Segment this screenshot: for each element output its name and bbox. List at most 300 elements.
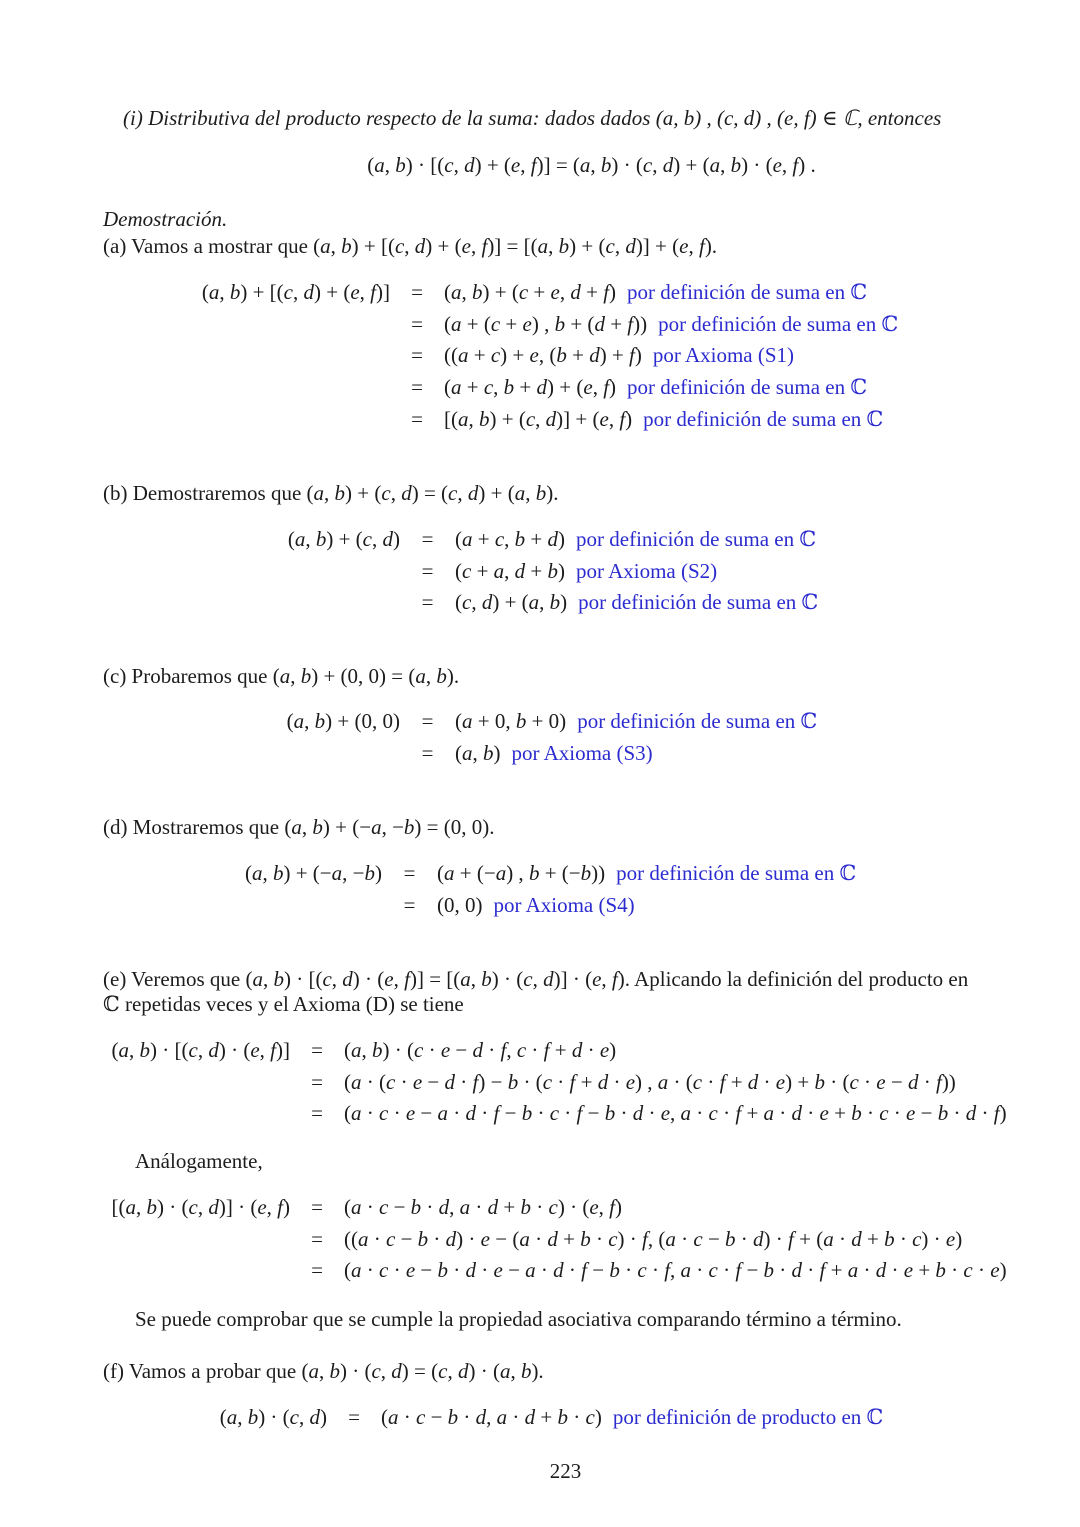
math-variable: a — [847, 1258, 859, 1283]
math-variable: b — [851, 1101, 862, 1126]
equals-sign: = — [311, 1258, 323, 1283]
math-variable: c — [379, 1258, 389, 1283]
math-variable: d — [851, 1226, 862, 1251]
math-variable: c — [188, 1195, 198, 1219]
part-a-label: (a) Vamos a mostrar que — [103, 234, 308, 258]
math-variable: c — [490, 343, 501, 368]
part-e-claim: (a, b) · [(c, d) · (e, f)] = [(a, b) · (c, d)] · (e, f). — [245, 967, 630, 991]
math-variable: c — [912, 1226, 922, 1251]
math-variable: a — [462, 740, 473, 765]
step-expression: [(a, b) + (c, d)] + (e, f) — [444, 406, 633, 431]
derivation-step — [455, 738, 817, 770]
math-variable: f — [576, 1101, 583, 1126]
math-variable: c — [483, 375, 494, 400]
part-d-intro — [103, 814, 494, 840]
math-variable: f — [735, 1101, 742, 1126]
math-variable: b — [814, 1069, 825, 1094]
part-e-intro — [103, 966, 968, 992]
math-variable: a — [496, 1405, 508, 1429]
math-variable: e — [876, 1069, 886, 1094]
math-variable: c — [542, 1069, 553, 1094]
math-variable: a — [451, 280, 462, 304]
math-variable: f — [611, 967, 618, 991]
math-variable: e — [529, 343, 539, 368]
math-variable: f — [629, 343, 635, 368]
math-variable: d — [632, 1101, 644, 1126]
equals-sign: = — [421, 740, 434, 765]
math-variable: e — [599, 1038, 610, 1062]
math-variable: d — [487, 1195, 499, 1219]
math-variable: e — [350, 280, 360, 304]
math-variable: f — [603, 375, 610, 400]
math-variable: b — [763, 1258, 775, 1283]
math-variable: f — [819, 1258, 826, 1283]
step-expression: (a + c, b + d) + (e, f) — [444, 375, 617, 400]
math-variable: d — [303, 280, 314, 304]
equals-sign: = — [311, 1226, 323, 1251]
math-variable: b — [515, 709, 527, 733]
math-variable: d — [547, 527, 559, 551]
math-variable: b — [604, 1101, 616, 1126]
math-variable: a — [462, 709, 473, 733]
math-variable: b — [937, 1101, 949, 1126]
math-variable: d — [464, 153, 475, 177]
math-variable: a — [458, 406, 469, 431]
math-variable: c — [708, 1258, 718, 1283]
part-b-claim: (a, b) + (c, d) = (c, d) + (a, b). — [306, 481, 559, 505]
derivation-step — [455, 556, 818, 588]
math-variable: a — [444, 861, 455, 885]
math-variable: e — [583, 375, 593, 400]
math-variable: f — [627, 311, 634, 336]
step-expression: (a, b) — [455, 740, 501, 765]
math-variable: b — [395, 153, 406, 177]
step-justification: por definición de suma en ℂ — [578, 590, 819, 615]
math-variable: c — [379, 1195, 389, 1219]
math-variable: a — [499, 1359, 511, 1383]
item-i-equation: (a, b) · [(c, d) + (e, f)] = (a, b) · (c, d) + (a, b) · (e, f) . — [367, 153, 816, 177]
math-variable: a — [358, 1226, 369, 1251]
math-variable: a — [320, 234, 331, 258]
math-variable: f — [735, 1258, 742, 1283]
math-variable: b — [549, 590, 561, 615]
math-variable: c — [381, 481, 391, 505]
step-justification: por Axioma (S4) — [493, 892, 635, 917]
math-variable: d — [391, 1359, 402, 1383]
math-variable: e — [480, 1226, 490, 1251]
math-variable: f — [581, 1258, 588, 1283]
math-variable: e — [990, 1258, 1000, 1283]
math-variable: b — [600, 153, 612, 177]
math-variable: b — [437, 1258, 448, 1283]
math-variable: b — [609, 1258, 620, 1283]
math-variable: e — [405, 1101, 416, 1126]
step-justification: por definición de suma en ℂ — [627, 280, 868, 304]
item-i-statement: (i) Distributiva del producto respecto de la suma: dados dados (a, b) , (c, d) , (e, f) ∈ ℂ, entonces — [123, 106, 942, 130]
math-variable: c — [371, 1359, 381, 1383]
math-variable: b — [372, 1038, 383, 1062]
derivation-step — [437, 858, 856, 890]
math-variable: c — [548, 1195, 558, 1219]
math-variable: b — [580, 861, 592, 885]
math-variable: f — [270, 1038, 276, 1062]
math-variable: f — [603, 280, 610, 304]
derivation-step — [444, 372, 898, 404]
derivation-step — [381, 1402, 883, 1434]
math-variable: e — [945, 1226, 956, 1251]
math-variable: d — [570, 280, 581, 304]
math-variable: d — [875, 1258, 887, 1283]
math-variable: f — [642, 1226, 648, 1251]
math-variable: c — [322, 967, 332, 991]
math-variable: e — [906, 1101, 916, 1126]
step-justification: por Axioma (S1) — [652, 343, 795, 368]
math-variable: b — [312, 815, 323, 839]
math-variable: f — [698, 234, 705, 258]
math-variable: d — [457, 1359, 469, 1383]
derivation-step — [455, 706, 817, 738]
math-variable: a — [351, 1258, 362, 1283]
math-variable: c — [416, 1405, 426, 1429]
math-variable: e — [599, 406, 609, 431]
math-variable: e — [384, 967, 394, 991]
math-variable: b — [483, 740, 494, 765]
math-variable: b — [272, 861, 284, 885]
math-variable: c — [692, 1069, 703, 1094]
math-variable: b — [528, 861, 540, 885]
math-variable: c — [642, 153, 653, 177]
math-variable: f — [543, 1038, 550, 1062]
step-expression: (a + 0, b + 0) — [455, 709, 567, 733]
math-variable: b — [341, 234, 352, 258]
part-a-claim: (a, b) + [(c, d) + (e, f)] = [(a, b) + (c, d)] + (e, f). — [313, 234, 718, 258]
math-variable: a — [514, 481, 526, 505]
math-variable: a — [313, 481, 325, 505]
part-b-derivation — [200, 524, 818, 619]
math-variable: c — [708, 1101, 718, 1126]
math-variable: d — [545, 406, 557, 431]
math-variable: a — [308, 1359, 319, 1383]
math-variable: b — [730, 153, 742, 177]
math-variable: c — [879, 1101, 889, 1126]
math-variable: d — [662, 153, 674, 177]
math-variable: b — [447, 1405, 459, 1429]
math-variable: a — [251, 861, 263, 885]
math-variable: b — [884, 1226, 895, 1251]
step-justification: por Axioma (S3) — [511, 740, 653, 765]
part-d-derivation — [200, 858, 856, 921]
math-variable: d — [465, 1101, 476, 1126]
math-variable: d — [208, 1195, 219, 1219]
math-variable: c — [693, 1226, 703, 1251]
math-variable: d — [444, 1069, 455, 1094]
derivation-step — [455, 524, 818, 556]
equals-sign: = — [421, 590, 434, 615]
math-variable: f — [472, 1069, 479, 1094]
math-variable: f — [935, 1069, 942, 1094]
math-variable: e — [522, 311, 532, 336]
math-variable: c — [549, 1101, 560, 1126]
math-variable: b — [139, 1038, 151, 1062]
derivation-step: (a · c − b · d, a · d + b · c) · (e, f) — [344, 1195, 622, 1219]
math-variable: b — [503, 375, 515, 400]
math-variable: b — [556, 343, 567, 368]
math-variable: d — [536, 375, 548, 400]
math-variable: a — [437, 1101, 448, 1126]
math-variable: a — [125, 1195, 137, 1219]
math-variable: b — [410, 1195, 422, 1219]
math-variable: c — [413, 1038, 424, 1062]
part-e-right-derivation — [100, 1192, 1007, 1287]
part-a-derivation — [100, 277, 898, 435]
math-variable: d — [382, 527, 393, 551]
equals-sign: = — [421, 709, 434, 733]
math-variable: d — [965, 1101, 977, 1126]
math-variable: d — [342, 967, 353, 991]
math-variable: a — [331, 861, 343, 885]
math-variable: a — [252, 967, 263, 991]
math-variable: c — [525, 406, 536, 431]
math-variable: d — [445, 1226, 457, 1251]
math-variable: f — [993, 1101, 1000, 1126]
equals-sign: = — [311, 1038, 323, 1062]
math-variable: b — [300, 664, 312, 688]
math-variable: b — [520, 1195, 532, 1219]
math-variable: a — [118, 1038, 130, 1062]
math-variable: c — [289, 1405, 299, 1429]
math-variable: a — [709, 153, 721, 177]
math-variable: f — [609, 1195, 615, 1219]
equals-sign: = — [403, 892, 416, 917]
derivation-lhs: [(a, b) · (c, d)] · (e, f) — [111, 1195, 290, 1219]
derivation-step: (a · (c · e − d · f) − b · (c · f + d · e) , a · (c · f + d · e) + b · (c · e − d · f)) — [344, 1069, 956, 1094]
math-variable: e — [775, 1069, 786, 1094]
math-variable: e — [257, 1195, 267, 1219]
math-variable: c — [518, 280, 529, 304]
math-variable: f — [719, 1069, 726, 1094]
math-variable: b — [535, 481, 547, 505]
math-variable: c — [462, 590, 472, 615]
equals-sign: = — [411, 375, 423, 400]
math-variable: b — [247, 1405, 259, 1429]
math-variable: f — [664, 1258, 671, 1283]
derivation-step — [444, 277, 898, 309]
math-variable: c — [362, 527, 372, 551]
math-variable: c — [394, 234, 405, 258]
step-expression: (c, d) + (a, b) — [455, 590, 568, 615]
part-e-label: (e) Veremos que — [103, 967, 241, 991]
step-justification: por definición de suma en ℂ — [616, 861, 857, 885]
math-variable: e — [550, 280, 560, 304]
math-variable: d — [465, 1258, 476, 1283]
math-variable: c — [963, 1258, 973, 1283]
math-variable: b — [558, 234, 570, 258]
math-variable: d — [208, 1038, 219, 1062]
math-variable: a — [291, 815, 302, 839]
derivation-lhs: (a, b) + (−a, −b) — [244, 861, 382, 885]
part-f-intro — [103, 1358, 544, 1384]
math-variable: c — [188, 1038, 198, 1062]
math-variable: a — [351, 1038, 362, 1062]
part-e-text-line1: Aplicando la definición del producto en — [634, 967, 969, 991]
math-variable: d — [481, 590, 493, 615]
math-variable: b — [580, 1226, 591, 1251]
math-variable: a — [519, 1226, 530, 1251]
derivation-step — [444, 340, 898, 372]
math-variable: e — [625, 1069, 636, 1094]
math-variable: a — [451, 311, 462, 336]
math-variable: c — [637, 1258, 647, 1283]
derivation-step — [444, 404, 898, 436]
math-variable: d — [753, 1226, 764, 1251]
equals-sign: = — [421, 527, 434, 551]
math-variable: b — [479, 406, 490, 431]
math-variable: d — [594, 311, 605, 336]
math-variable: d — [309, 1405, 320, 1429]
math-variable: b — [557, 1405, 569, 1429]
step-justification: por definición de suma en ℂ — [627, 375, 868, 400]
math-variable: c — [849, 1069, 859, 1094]
derivation-lhs: (a, b) · [(c, d) · (e, f)] — [111, 1038, 290, 1062]
math-variable: c — [386, 1226, 396, 1251]
math-variable: f — [277, 1195, 283, 1219]
math-variable: b — [521, 1101, 533, 1126]
math-variable: a — [525, 1258, 536, 1283]
derivation-step — [444, 309, 898, 341]
part-f-label: (f) Vamos a probar que — [103, 1359, 297, 1383]
equals-sign: = — [411, 406, 423, 431]
math-variable: c — [444, 153, 454, 177]
math-variable: a — [415, 664, 426, 688]
math-variable: a — [351, 1069, 362, 1094]
math-variable: b — [403, 815, 415, 839]
math-variable: b — [315, 527, 327, 551]
math-variable: f — [493, 1101, 500, 1126]
math-variable: b — [417, 1226, 429, 1251]
math-variable: f — [370, 280, 376, 304]
math-variable: b — [935, 1258, 946, 1283]
part-b-intro — [103, 480, 558, 506]
math-variable: b — [229, 280, 241, 304]
derivation-step: (a · c · e − a · d · f − b · c · f − b · d · e, a · c · f + a · d · e + b · c · e − b · d · f) — [344, 1101, 1007, 1126]
math-variable: d — [543, 967, 554, 991]
math-variable: a — [293, 709, 305, 733]
equals-sign: = — [311, 1069, 323, 1094]
math-variable: a — [388, 1405, 399, 1429]
math-variable: d — [475, 1405, 487, 1429]
analog-text: Análogamente, — [135, 1149, 263, 1173]
math-variable: a — [460, 967, 471, 991]
step-expression: (a · c − b · d, a · d + b · c) — [381, 1405, 602, 1429]
math-variable: e — [440, 1038, 451, 1062]
math-variable: a — [462, 527, 473, 551]
math-variable: a — [451, 375, 462, 400]
math-variable: c — [516, 1038, 527, 1062]
math-variable: b — [364, 861, 375, 885]
equals-sign: = — [311, 1101, 323, 1126]
math-variable: a — [458, 343, 469, 368]
step-justification: por definición de suma en ℂ — [577, 709, 818, 733]
equals-sign: = — [403, 861, 416, 885]
math-variable: f — [569, 1069, 576, 1094]
math-variable: b — [507, 1069, 519, 1094]
math-variable: e — [250, 1038, 260, 1062]
math-variable: a — [657, 1069, 669, 1094]
equals-sign: = — [421, 558, 434, 583]
math-variable: a — [579, 153, 591, 177]
math-variable: a — [528, 590, 540, 615]
step-justification: por definición de suma en ℂ — [658, 311, 899, 336]
math-variable: c — [523, 967, 533, 991]
math-variable: a — [279, 664, 291, 688]
math-variable: a — [351, 1101, 362, 1126]
math-variable: b — [436, 664, 447, 688]
part-e-text-line2: ℂ repetidas veces y el Axioma (D) se tiene — [103, 992, 464, 1016]
math-variable: f — [530, 153, 537, 177]
math-variable: e — [461, 234, 471, 258]
step-expression: (a + c, b + d) — [455, 527, 566, 551]
math-variable: c — [379, 1101, 389, 1126]
math-variable: a — [493, 558, 505, 583]
step-justification: por definición de producto en ℂ — [612, 1405, 884, 1429]
step-expression: ((a + c) + e, (b + d) + f) — [444, 343, 642, 368]
step-expression: (a + (−a) , b + (−b)) — [437, 861, 606, 885]
equals-sign: = — [311, 1195, 323, 1219]
math-variable: b — [725, 1226, 736, 1251]
math-variable: f — [619, 406, 626, 431]
math-variable: e — [405, 1258, 416, 1283]
math-variable: f — [792, 153, 799, 177]
part-c-intro — [103, 663, 459, 689]
math-variable: c — [462, 558, 472, 583]
math-variable: a — [374, 153, 385, 177]
equals-sign: = — [411, 280, 423, 304]
math-variable: a — [763, 1101, 775, 1126]
math-variable: b — [520, 1359, 532, 1383]
math-variable: a — [680, 1258, 692, 1283]
math-variable: d — [625, 234, 636, 258]
math-variable: c — [490, 311, 501, 336]
derivation-lhs: (a, b) + (c, d) — [287, 527, 400, 551]
math-variable: e — [510, 153, 521, 177]
math-variable: d — [589, 343, 600, 368]
math-variable: e — [412, 1069, 423, 1094]
equals-sign: = — [348, 1405, 360, 1429]
part-d-claim: (a, b) + (−a, −b) = (0, 0). — [284, 815, 495, 839]
derivation-step — [455, 587, 818, 619]
math-variable: b — [334, 481, 346, 505]
math-variable: f — [788, 1226, 794, 1251]
part-c-label: (c) Probaremos que — [103, 664, 268, 688]
step-expression: (0, 0) — [437, 892, 483, 917]
math-variable: c — [494, 527, 505, 551]
math-variable: a — [226, 1405, 238, 1429]
derivation-lhs: (a, b) + (0, 0) — [286, 709, 400, 733]
part-f-claim: (a, b) · (c, d) = (c, d) · (a, b). — [301, 1359, 544, 1383]
math-variable: d — [547, 1226, 558, 1251]
math-variable: e — [679, 234, 689, 258]
step-expression: (a + (c + e) , b + (d + f)) — [444, 311, 648, 336]
math-variable: d — [597, 1069, 609, 1094]
part-f-derivation — [200, 1402, 883, 1434]
math-variable: c — [448, 481, 458, 505]
step-justification: por definición de suma en ℂ — [576, 527, 817, 551]
math-variable: e — [772, 153, 782, 177]
math-variable: c — [608, 1226, 618, 1251]
math-variable: a — [495, 861, 507, 885]
math-variable: e — [592, 967, 602, 991]
math-variable: a — [208, 280, 220, 304]
